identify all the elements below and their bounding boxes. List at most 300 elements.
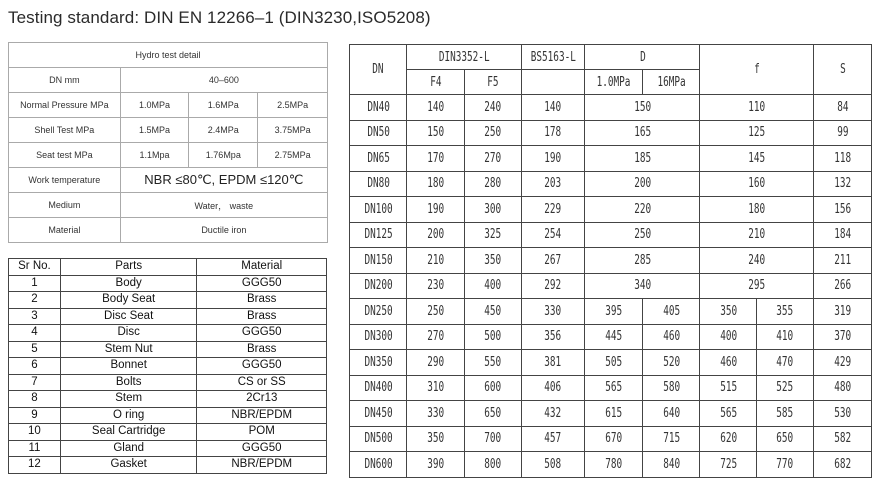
d-cell-text: 780 bbox=[605, 456, 623, 472]
f5-cell bbox=[464, 248, 521, 274]
s-cell bbox=[814, 222, 872, 248]
d-cell bbox=[585, 197, 700, 223]
d-cell-text: 640 bbox=[662, 405, 680, 421]
hydro-value: Ductile iron bbox=[120, 218, 327, 243]
header-d-1mpa: 1.0MPa bbox=[585, 70, 643, 95]
dimension-row bbox=[350, 171, 872, 197]
d-cell bbox=[585, 426, 643, 452]
hydro-row bbox=[9, 143, 328, 168]
s-cell bbox=[814, 324, 872, 350]
part-name-cell: Stem bbox=[60, 391, 197, 408]
part-name-cell: Bonnet bbox=[60, 358, 197, 375]
dn-cell-text: DN80 bbox=[366, 176, 390, 192]
hydro-value: 3.75MPa bbox=[258, 118, 328, 143]
dn-cell-text: DN125 bbox=[364, 227, 393, 243]
f4-cell bbox=[407, 299, 464, 325]
f-cell-text: 400 bbox=[719, 329, 737, 345]
dimension-row bbox=[350, 273, 872, 299]
dn-cell bbox=[350, 401, 407, 427]
dn-cell-text: DN65 bbox=[366, 150, 390, 166]
f-cell bbox=[700, 120, 814, 146]
dn-cell-text: DN300 bbox=[364, 329, 393, 345]
f-cell bbox=[700, 375, 757, 401]
s-cell-text: 156 bbox=[834, 201, 852, 217]
material-cell: GGG50 bbox=[197, 325, 327, 342]
parts-row bbox=[9, 440, 327, 457]
dn-cell-text: DN350 bbox=[364, 354, 393, 370]
header-f5: F5 bbox=[464, 70, 521, 95]
f-cell bbox=[757, 324, 814, 350]
s-cell bbox=[814, 452, 872, 478]
f-cell-text: 160 bbox=[748, 176, 766, 192]
f5-cell-text: 500 bbox=[484, 329, 502, 345]
f4-cell-text: 310 bbox=[427, 380, 444, 396]
parts-table bbox=[8, 258, 327, 474]
bs-cell bbox=[521, 248, 585, 274]
parts-row bbox=[9, 341, 327, 358]
part-name-cell: Disc Seat bbox=[60, 308, 197, 325]
f4-cell bbox=[407, 324, 464, 350]
s-cell bbox=[814, 197, 872, 223]
part-name-cell: Disc bbox=[60, 325, 197, 342]
d-cell bbox=[643, 452, 700, 478]
d-cell bbox=[585, 324, 643, 350]
s-cell bbox=[814, 120, 872, 146]
sr-no-cell: 3 bbox=[9, 308, 61, 325]
f4-cell-text: 210 bbox=[427, 252, 444, 268]
parts-row bbox=[9, 275, 327, 292]
f4-cell-text: 330 bbox=[427, 405, 444, 421]
f5-cell bbox=[464, 452, 521, 478]
part-name-cell: Gland bbox=[60, 440, 197, 457]
f4-cell bbox=[407, 120, 464, 146]
f-cell bbox=[700, 324, 757, 350]
f5-cell bbox=[464, 350, 521, 376]
f-cell bbox=[700, 350, 757, 376]
f4-cell bbox=[407, 197, 464, 223]
f4-cell-text: 270 bbox=[427, 329, 444, 345]
d-cell-text: 670 bbox=[605, 431, 623, 447]
d-cell bbox=[643, 375, 700, 401]
sr-no-cell: 10 bbox=[9, 424, 61, 441]
d-cell-text: 340 bbox=[633, 278, 651, 294]
f4-cell-text: 150 bbox=[427, 125, 444, 141]
hydro-value: 40–600 bbox=[120, 68, 327, 93]
material-cell: NBR/EPDM bbox=[197, 407, 327, 424]
f5-cell bbox=[464, 375, 521, 401]
f5-cell-text: 550 bbox=[484, 354, 502, 370]
dn-cell bbox=[350, 375, 407, 401]
s-cell-text: 530 bbox=[834, 405, 852, 421]
d-cell-text: 285 bbox=[633, 252, 651, 268]
d-cell bbox=[643, 350, 700, 376]
d-cell bbox=[585, 452, 643, 478]
parts-header-row bbox=[9, 259, 327, 276]
f-cell-text: 295 bbox=[748, 278, 766, 294]
parts-row bbox=[9, 292, 327, 309]
material-cell: NBR/EPDM bbox=[197, 457, 327, 474]
f4-cell-text: 250 bbox=[427, 303, 444, 319]
s-cell bbox=[814, 146, 872, 172]
bs-cell bbox=[521, 350, 585, 376]
sr-no-cell: 11 bbox=[9, 440, 61, 457]
f-cell-text: 460 bbox=[719, 354, 737, 370]
dimension-row bbox=[350, 248, 872, 274]
s-cell-text: 84 bbox=[836, 99, 849, 115]
f-cell-text: 410 bbox=[776, 329, 794, 345]
parts-row bbox=[9, 374, 327, 391]
f4-cell bbox=[407, 375, 464, 401]
f5-cell bbox=[464, 426, 521, 452]
dn-cell bbox=[350, 350, 407, 376]
dimension-row bbox=[350, 299, 872, 325]
f5-cell-text: 325 bbox=[484, 227, 502, 243]
s-cell-text: 429 bbox=[834, 354, 852, 370]
hydro-row bbox=[9, 193, 328, 218]
s-cell bbox=[814, 171, 872, 197]
bs-cell-text: 381 bbox=[544, 354, 562, 370]
f5-cell-text: 270 bbox=[484, 150, 502, 166]
dn-cell bbox=[350, 197, 407, 223]
f-cell bbox=[700, 401, 757, 427]
part-name-cell: O ring bbox=[60, 407, 197, 424]
header-bs-blank bbox=[521, 70, 585, 95]
f-cell-text: 355 bbox=[776, 303, 794, 319]
d-cell bbox=[643, 299, 700, 325]
part-name-cell: Body Seat bbox=[60, 292, 197, 309]
f5-cell-text: 240 bbox=[484, 99, 502, 115]
bs-cell-text: 432 bbox=[544, 405, 562, 421]
hydro-label: Work temperature bbox=[9, 168, 121, 193]
f5-cell-text: 250 bbox=[484, 125, 502, 141]
bs-cell bbox=[521, 324, 585, 350]
part-name-cell: Stem Nut bbox=[60, 341, 197, 358]
hydro-label: Material bbox=[9, 218, 121, 243]
bs-cell bbox=[521, 95, 585, 121]
bs-cell-text: 254 bbox=[544, 227, 562, 243]
d-cell-text: 565 bbox=[605, 380, 623, 396]
dimension-table bbox=[349, 44, 872, 478]
hydro-value: 2.75MPa bbox=[258, 143, 328, 168]
f5-cell-text: 400 bbox=[484, 278, 502, 294]
d-cell-text: 395 bbox=[605, 303, 623, 319]
s-cell-text: 582 bbox=[834, 431, 852, 447]
dn-cell-text: DN40 bbox=[366, 99, 390, 115]
bs-cell-text: 267 bbox=[544, 252, 562, 268]
dimension-row bbox=[350, 120, 872, 146]
s-cell bbox=[814, 426, 872, 452]
d-cell-text: 520 bbox=[662, 354, 680, 370]
s-cell bbox=[814, 95, 872, 121]
dimension-row bbox=[350, 324, 872, 350]
f-cell-text: 515 bbox=[719, 380, 737, 396]
f-cell-text: 565 bbox=[719, 405, 737, 421]
hydro-value: 1.1Mpa bbox=[120, 143, 189, 168]
part-name-cell: Body bbox=[60, 275, 197, 292]
f4-cell bbox=[407, 146, 464, 172]
s-cell-text: 370 bbox=[834, 329, 852, 345]
dn-cell-text: DN500 bbox=[364, 431, 393, 447]
f-cell-text: 725 bbox=[719, 456, 737, 472]
header-dn: DN bbox=[350, 45, 407, 95]
parts-row bbox=[9, 391, 327, 408]
f5-cell bbox=[464, 95, 521, 121]
f4-cell-text: 200 bbox=[427, 227, 444, 243]
f-cell-text: 470 bbox=[776, 354, 794, 370]
f5-cell-text: 450 bbox=[484, 303, 502, 319]
material-cell: POM bbox=[197, 424, 327, 441]
f-cell-text: 240 bbox=[748, 252, 766, 268]
hydro-heading: Hydro test detail bbox=[9, 43, 328, 68]
f-cell-text: 210 bbox=[748, 227, 766, 243]
f4-cell bbox=[407, 426, 464, 452]
dn-cell-text: DN400 bbox=[364, 380, 393, 396]
f5-cell bbox=[464, 324, 521, 350]
f4-cell bbox=[407, 171, 464, 197]
f5-cell-text: 800 bbox=[484, 456, 502, 472]
dimension-row bbox=[350, 452, 872, 478]
bs-cell-text: 178 bbox=[544, 125, 562, 141]
parts-header: Parts bbox=[60, 259, 197, 276]
dimension-row bbox=[350, 426, 872, 452]
hydro-heading-row bbox=[9, 43, 328, 68]
sr-no-cell: 4 bbox=[9, 325, 61, 342]
dimension-row bbox=[350, 350, 872, 376]
hydro-value: 1.76Mpa bbox=[189, 143, 258, 168]
d-cell-text: 505 bbox=[605, 354, 623, 370]
sr-no-header: Sr No. bbox=[9, 259, 61, 276]
f5-cell bbox=[464, 401, 521, 427]
s-cell-text: 132 bbox=[834, 176, 852, 192]
f5-cell bbox=[464, 197, 521, 223]
d-cell bbox=[643, 401, 700, 427]
part-name-cell: Gasket bbox=[60, 457, 197, 474]
hydro-value: Water， waste bbox=[120, 193, 327, 218]
bs-cell-text: 406 bbox=[544, 380, 562, 396]
s-cell-text: 682 bbox=[834, 456, 852, 472]
dimension-row bbox=[350, 197, 872, 223]
f-cell bbox=[700, 222, 814, 248]
hydro-value: 2.4MPa bbox=[189, 118, 258, 143]
dn-cell bbox=[350, 120, 407, 146]
bs-cell-text: 292 bbox=[544, 278, 562, 294]
d-cell-text: 150 bbox=[633, 99, 651, 115]
f5-cell-text: 700 bbox=[484, 431, 502, 447]
hydro-row bbox=[9, 168, 328, 193]
dimension-row bbox=[350, 95, 872, 121]
s-cell-text: 118 bbox=[834, 150, 852, 166]
f4-cell-text: 350 bbox=[427, 431, 444, 447]
s-cell bbox=[814, 248, 872, 274]
dimension-row bbox=[350, 375, 872, 401]
d-cell bbox=[585, 273, 700, 299]
f5-cell bbox=[464, 171, 521, 197]
d-cell bbox=[585, 248, 700, 274]
d-cell-text: 185 bbox=[633, 150, 651, 166]
bs-cell bbox=[521, 299, 585, 325]
header-din: DIN3352-L bbox=[407, 45, 521, 70]
dn-cell-text: DN450 bbox=[364, 405, 393, 421]
sr-no-cell: 1 bbox=[9, 275, 61, 292]
f-cell-text: 180 bbox=[748, 201, 766, 217]
dn-cell-text: DN250 bbox=[364, 303, 393, 319]
bs-cell-text: 330 bbox=[544, 303, 562, 319]
f-cell bbox=[700, 426, 757, 452]
bs-cell bbox=[521, 197, 585, 223]
dimension-row bbox=[350, 222, 872, 248]
hydro-label: Shell Test MPa bbox=[9, 118, 121, 143]
s-cell-text: 184 bbox=[834, 227, 852, 243]
bs-cell bbox=[521, 452, 585, 478]
dn-cell-text: DN100 bbox=[364, 201, 393, 217]
dn-cell bbox=[350, 452, 407, 478]
d-cell-text: 840 bbox=[662, 456, 680, 472]
sr-no-cell: 2 bbox=[9, 292, 61, 309]
f5-cell bbox=[464, 146, 521, 172]
dn-cell bbox=[350, 324, 407, 350]
bs-cell-text: 508 bbox=[544, 456, 562, 472]
d-cell-text: 220 bbox=[633, 201, 651, 217]
f4-cell bbox=[407, 222, 464, 248]
bs-cell bbox=[521, 426, 585, 452]
hydro-row bbox=[9, 68, 328, 93]
f5-cell-text: 600 bbox=[484, 380, 502, 396]
part-name-cell: Seal Cartridge bbox=[60, 424, 197, 441]
f-cell bbox=[757, 452, 814, 478]
header-s: S bbox=[814, 45, 872, 95]
f-cell-text: 110 bbox=[748, 99, 766, 115]
sr-no-cell: 7 bbox=[9, 374, 61, 391]
s-cell bbox=[814, 273, 872, 299]
d-cell-text: 165 bbox=[633, 125, 651, 141]
f4-cell bbox=[407, 95, 464, 121]
f5-cell-text: 650 bbox=[484, 405, 502, 421]
s-cell-text: 99 bbox=[836, 125, 849, 141]
d-cell-text: 715 bbox=[662, 431, 680, 447]
f-cell-text: 585 bbox=[776, 405, 794, 421]
dn-cell bbox=[350, 222, 407, 248]
f5-cell bbox=[464, 222, 521, 248]
f4-cell-text: 390 bbox=[427, 456, 444, 472]
bs-cell-text: 203 bbox=[544, 176, 562, 192]
f-cell-text: 770 bbox=[776, 456, 794, 472]
d-cell bbox=[585, 350, 643, 376]
hydro-row bbox=[9, 118, 328, 143]
dn-cell bbox=[350, 171, 407, 197]
f4-cell bbox=[407, 350, 464, 376]
part-name-cell: Bolts bbox=[60, 374, 197, 391]
d-cell bbox=[643, 426, 700, 452]
f-cell bbox=[700, 171, 814, 197]
hydro-value: NBR ≤80℃, EPDM ≤120℃ bbox=[120, 168, 327, 193]
bs-cell-text: 190 bbox=[544, 150, 562, 166]
parts-row bbox=[9, 424, 327, 441]
hydro-test-table bbox=[8, 42, 328, 243]
f-cell bbox=[700, 273, 814, 299]
hydro-row bbox=[9, 93, 328, 118]
d-cell bbox=[585, 222, 700, 248]
d-cell bbox=[643, 324, 700, 350]
material-cell: Brass bbox=[197, 308, 327, 325]
f4-cell-text: 170 bbox=[427, 150, 444, 166]
f5-cell bbox=[464, 120, 521, 146]
material-cell: GGG50 bbox=[197, 275, 327, 292]
header-bs: BS5163-L bbox=[521, 45, 585, 70]
hydro-label: DN mm bbox=[9, 68, 121, 93]
d-cell-text: 250 bbox=[633, 227, 651, 243]
material-cell: GGG50 bbox=[197, 358, 327, 375]
f-cell-text: 145 bbox=[748, 150, 766, 166]
s-cell bbox=[814, 401, 872, 427]
material-cell: Brass bbox=[197, 341, 327, 358]
header-d: D bbox=[585, 45, 700, 70]
f-cell bbox=[700, 248, 814, 274]
f4-cell-text: 230 bbox=[427, 278, 444, 294]
bs-cell-text: 457 bbox=[544, 431, 562, 447]
f4-cell bbox=[407, 248, 464, 274]
d-cell-text: 580 bbox=[662, 380, 680, 396]
hydro-row bbox=[9, 218, 328, 243]
s-cell bbox=[814, 299, 872, 325]
f4-cell bbox=[407, 273, 464, 299]
sr-no-cell: 8 bbox=[9, 391, 61, 408]
f-cell bbox=[757, 299, 814, 325]
header-f4: F4 bbox=[407, 70, 464, 95]
s-cell bbox=[814, 375, 872, 401]
bs-cell bbox=[521, 171, 585, 197]
material-cell: GGG50 bbox=[197, 440, 327, 457]
d-cell bbox=[585, 375, 643, 401]
dimension-row bbox=[350, 146, 872, 172]
material-cell: CS or SS bbox=[197, 374, 327, 391]
d-cell-text: 200 bbox=[633, 176, 651, 192]
f-cell bbox=[757, 350, 814, 376]
d-cell bbox=[585, 95, 700, 121]
header-f: f bbox=[700, 45, 814, 95]
d-cell-text: 445 bbox=[605, 329, 623, 345]
dimension-row bbox=[350, 401, 872, 427]
header-d-16mpa: 16MPa bbox=[643, 70, 700, 95]
bs-cell bbox=[521, 273, 585, 299]
parts-row bbox=[9, 407, 327, 424]
f-cell-text: 125 bbox=[748, 125, 766, 141]
material-cell: 2Cr13 bbox=[197, 391, 327, 408]
dn-cell bbox=[350, 273, 407, 299]
bs-cell bbox=[521, 401, 585, 427]
sr-no-cell: 5 bbox=[9, 341, 61, 358]
dn-cell bbox=[350, 95, 407, 121]
dimension-header-row-1 bbox=[350, 45, 872, 70]
bs-cell-text: 140 bbox=[544, 99, 562, 115]
parts-row bbox=[9, 325, 327, 342]
f4-cell-text: 180 bbox=[427, 176, 444, 192]
hydro-value: 1.5MPa bbox=[120, 118, 189, 143]
d-cell bbox=[585, 146, 700, 172]
f-cell bbox=[700, 95, 814, 121]
sr-no-cell: 9 bbox=[9, 407, 61, 424]
f5-cell-text: 280 bbox=[484, 176, 502, 192]
bs-cell bbox=[521, 120, 585, 146]
d-cell-text: 405 bbox=[662, 303, 680, 319]
dn-cell-text: DN150 bbox=[364, 252, 393, 268]
hydro-value: 1.6MPa bbox=[189, 93, 258, 118]
f4-cell-text: 290 bbox=[427, 354, 444, 370]
dn-cell-text: DN600 bbox=[364, 456, 393, 472]
f4-cell-text: 140 bbox=[427, 99, 444, 115]
dn-cell-text: DN200 bbox=[364, 278, 393, 294]
bs-cell bbox=[521, 146, 585, 172]
d-cell-text: 460 bbox=[662, 329, 680, 345]
